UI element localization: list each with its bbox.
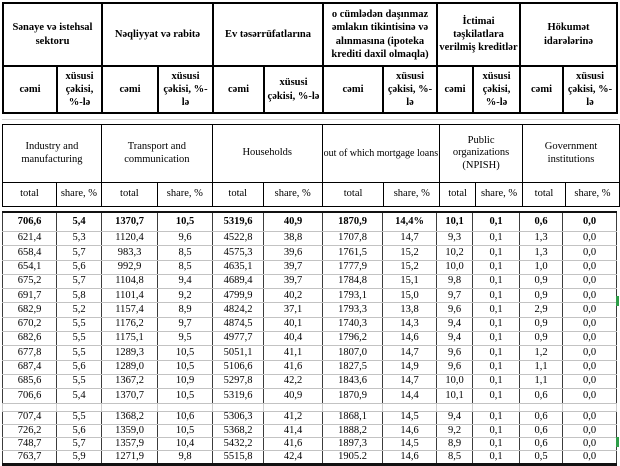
data-cell: 1367,2 [102, 374, 158, 388]
table-row [3, 332, 617, 346]
data-cell: 14,5 [383, 437, 437, 450]
az-header-total-label: cəmi [102, 66, 158, 113]
data-cell: 1807,0 [323, 346, 383, 360]
data-cell: 4522,8 [213, 232, 264, 246]
data-cell: 5,2 [57, 303, 102, 317]
empty-cell [323, 403, 383, 411]
data-cell: 9,4 [437, 317, 473, 331]
data-cell: 37,1 [264, 303, 323, 317]
data-cell: 41,2 [264, 411, 323, 424]
data-cell: 5,3 [57, 232, 102, 246]
az-header-share-label: xüsusi çəkisi, %-lə [473, 66, 520, 113]
data-cell: 42,4 [264, 451, 323, 465]
data-cell: 726,2 [3, 424, 57, 437]
data-cell: 0,0 [563, 289, 617, 303]
green-artifact-mark [616, 296, 619, 306]
data-cell: 9,6 [437, 346, 473, 360]
data-cell: 1104,8 [102, 274, 158, 288]
data-cell: 9,8 [158, 451, 213, 465]
data-cell: 10,1 [437, 389, 473, 403]
data-cell: 5106,6 [213, 360, 264, 374]
data-cell: 1888,2 [323, 424, 383, 437]
data-cell: 1,1 [520, 374, 563, 388]
data-cell: 748,7 [3, 437, 57, 450]
empty-cell [563, 403, 617, 411]
header-table-azerbaijani [2, 2, 618, 114]
data-cell: 5319,6 [213, 212, 264, 232]
data-cell: 4799,9 [213, 289, 264, 303]
en-header-total-label: total [322, 183, 384, 207]
data-cell: 9,6 [437, 303, 473, 317]
data-cell: 9,7 [158, 317, 213, 331]
data-cell: 4575,3 [213, 246, 264, 260]
data-cell: 621,4 [3, 232, 57, 246]
data-cell: 675,2 [3, 274, 57, 288]
data-cell: 0,1 [473, 317, 520, 331]
data-cell: 682,6 [3, 332, 57, 346]
table-row [3, 289, 617, 303]
data-cell: 5,7 [57, 437, 102, 450]
az-header-group-row [3, 3, 617, 66]
data-cell: 1796,2 [323, 332, 383, 346]
data-cell: 40,4 [264, 332, 323, 346]
empty-cell [264, 403, 323, 411]
table-row [3, 212, 617, 232]
data-cell: 0,1 [473, 360, 520, 374]
table-row [3, 274, 617, 288]
data-cell: 8,5 [437, 451, 473, 465]
en-header-share-label: share, % [384, 183, 440, 207]
data-cell: 1843,6 [323, 374, 383, 388]
data-cell: 0,1 [473, 246, 520, 260]
data-cell: 0,6 [520, 212, 563, 232]
data-cell: 0,0 [563, 346, 617, 360]
data-cell: 41,6 [264, 437, 323, 450]
data-cell: 13,8 [383, 303, 437, 317]
az-header-total-label: cəmi [213, 66, 264, 113]
data-cell: 1,3 [520, 232, 563, 246]
empty-cell [57, 403, 102, 411]
data-cell: 4635,1 [213, 260, 264, 274]
data-cell: 0,1 [473, 346, 520, 360]
data-cell: 654,1 [3, 260, 57, 274]
az-header-share-label: xüsusi çəkisi, %-lə [158, 66, 213, 113]
empty-cell [437, 403, 473, 411]
data-cell: 1793,3 [323, 303, 383, 317]
data-cell: 10,6 [158, 411, 213, 424]
data-cell: 1289,3 [102, 346, 158, 360]
table-row [3, 303, 617, 317]
data-cell: 0,1 [473, 260, 520, 274]
en-header-total-label: total [440, 183, 476, 207]
data-cell: 0,5 [520, 451, 563, 465]
data-cell: 0,1 [473, 411, 520, 424]
table-row [3, 437, 617, 450]
data-cell: 0,0 [563, 411, 617, 424]
data-cell: 8,9 [158, 303, 213, 317]
empty-cell [213, 403, 264, 411]
data-cell: 658,4 [3, 246, 57, 260]
data-cell: 0,0 [563, 303, 617, 317]
data-cell: 10,1 [437, 212, 473, 232]
az-header-group-cell: Sənaye və istehsal sektoru [3, 3, 102, 66]
data-cell: 687,4 [3, 360, 57, 374]
en-header-sub-row [3, 183, 620, 207]
data-cell: 5,6 [57, 360, 102, 374]
table-row [3, 346, 617, 360]
data-cell: 38,8 [264, 232, 323, 246]
data-cell: 42,2 [264, 374, 323, 388]
empty-cell [473, 403, 520, 411]
en-header-group-cell: Government institutions [523, 125, 620, 183]
data-cell: 1359,0 [102, 424, 158, 437]
data-cell: 14,4 [383, 389, 437, 403]
data-cell: 1707,8 [323, 232, 383, 246]
data-cell: 1905.2 [323, 451, 383, 465]
data-cell: 1,3 [520, 246, 563, 260]
data-cell: 10,9 [158, 374, 213, 388]
data-cell: 8,5 [158, 260, 213, 274]
data-cell: 1793,1 [323, 289, 383, 303]
data-cell: 5368,2 [213, 424, 264, 437]
data-cell: 10,2 [437, 246, 473, 260]
data-cell: 5,6 [57, 424, 102, 437]
data-cell: 0,6 [520, 437, 563, 450]
data-cell: 1870,9 [323, 389, 383, 403]
table-row [3, 232, 617, 246]
az-header-group-cell: o cümlədən daşınmaz əmlakın tikintisinə və alınmasına (ipoteka krediti daxil olmaqla) [323, 3, 437, 66]
data-cell: 1,0 [520, 260, 563, 274]
data-cell: 15,2 [383, 246, 437, 260]
data-cell: 0,0 [563, 232, 617, 246]
data-cell: 983,3 [102, 246, 158, 260]
data-cell: 9,6 [158, 232, 213, 246]
data-cell: 1868,1 [323, 411, 383, 424]
data-cell: 1289,0 [102, 360, 158, 374]
data-cell: 5,7 [57, 274, 102, 288]
data-cell: 5,4 [57, 212, 102, 232]
table-row [3, 374, 617, 388]
data-cell: 10,5 [158, 212, 213, 232]
data-cell: 2,9 [520, 303, 563, 317]
data-cell: 1370,7 [102, 212, 158, 232]
data-cell: 0,0 [563, 424, 617, 437]
data-cell: 0,1 [473, 212, 520, 232]
data-cell: 4977,7 [213, 332, 264, 346]
data-cell: 1368,2 [102, 411, 158, 424]
data-cell: 1761,5 [323, 246, 383, 260]
data-cell: 5,5 [57, 374, 102, 388]
data-cell: 1175,1 [102, 332, 158, 346]
data-cell: 1176,2 [102, 317, 158, 331]
data-cell: 1101,4 [102, 289, 158, 303]
data-cell: 9,2 [158, 289, 213, 303]
en-header-group-row [3, 125, 620, 183]
data-cell: 0,1 [473, 389, 520, 403]
data-cell: 10,0 [437, 374, 473, 388]
data-cell: 0,9 [520, 274, 563, 288]
data-cell: 0,1 [473, 451, 520, 465]
data-cell: 0,0 [563, 437, 617, 450]
data-cell: 0,0 [563, 389, 617, 403]
data-cell: 0,1 [473, 424, 520, 437]
table-row [3, 246, 617, 260]
data-cell: 5,5 [57, 332, 102, 346]
en-header-total-label: total [212, 183, 263, 207]
data-table [2, 211, 617, 466]
table-row [3, 317, 617, 331]
az-header-share-label: xüsusi çəkisi, %-lə [383, 66, 437, 113]
data-cell: 9,2 [437, 424, 473, 437]
data-cell: 10,5 [158, 360, 213, 374]
empty-cell [158, 403, 213, 411]
data-cell: 992,9 [102, 260, 158, 274]
data-cell: 1827,5 [323, 360, 383, 374]
en-header-share-label: share, % [565, 183, 619, 207]
data-cell: 39,7 [264, 274, 323, 288]
data-cell: 677,8 [3, 346, 57, 360]
data-cell: 1,2 [520, 346, 563, 360]
data-cell: 0,1 [473, 289, 520, 303]
en-header-group-cell: Transport and communication [101, 125, 212, 183]
data-cell: 9,4 [437, 411, 473, 424]
data-cell: 1357,9 [102, 437, 158, 450]
gap-row [3, 403, 617, 411]
data-cell: 14,7 [383, 232, 437, 246]
data-cell: 40,9 [264, 212, 323, 232]
data-cell: 0,0 [563, 451, 617, 465]
data-cell: 1897,3 [323, 437, 383, 450]
en-header-share-label: share, % [263, 183, 322, 207]
data-cell: 5,9 [57, 451, 102, 465]
data-cell: 1777,9 [323, 260, 383, 274]
data-cell: 14,6 [383, 451, 437, 465]
data-cell: 1784,8 [323, 274, 383, 288]
en-header-group-cell: Industry and manufacturing [3, 125, 102, 183]
data-cell: 9,5 [158, 332, 213, 346]
data-cell: 4874,5 [213, 317, 264, 331]
az-header-group-cell: Hökumət idarələrinə [520, 3, 617, 66]
data-cell: 0,9 [520, 317, 563, 331]
az-header-share-label: xüsusi çəkisi, %-lə [57, 66, 102, 113]
empty-cell [383, 403, 437, 411]
en-header-group-cell: out of which mortgage loans [322, 125, 439, 183]
data-cell: 1870,9 [323, 212, 383, 232]
data-cell: 4824,2 [213, 303, 264, 317]
table-row [3, 360, 617, 374]
row-gridline [2, 119, 618, 120]
data-cell: 0,9 [520, 332, 563, 346]
data-cell: 14,7 [383, 346, 437, 360]
data-cell: 0,1 [473, 437, 520, 450]
data-cell: 10,5 [158, 424, 213, 437]
data-cell: 41,1 [264, 346, 323, 360]
data-cell: 0,0 [563, 332, 617, 346]
az-header-group-cell: İctimai təşkilatlara verilmiş kreditlər [437, 3, 520, 66]
az-header-total-label: cəmi [520, 66, 563, 113]
data-cell: 5,4 [57, 389, 102, 403]
header-table-english [2, 124, 620, 207]
data-cell: 685,6 [3, 374, 57, 388]
en-header-group-cell: Public organizations (NPISH) [440, 125, 523, 183]
data-cell: 5297,8 [213, 374, 264, 388]
data-cell: 0,6 [520, 389, 563, 403]
data-cell: 40,2 [264, 289, 323, 303]
table-row [3, 389, 617, 403]
data-cell: 4689,4 [213, 274, 264, 288]
data-cell: 9,7 [437, 289, 473, 303]
green-artifact-mark [616, 437, 619, 447]
data-cell: 706,6 [3, 389, 57, 403]
data-cell: 15,2 [383, 260, 437, 274]
data-cell: 8,5 [158, 246, 213, 260]
az-header-group-cell: Nəqliyyat və rabitə [102, 3, 213, 66]
az-header-total-label: cəmi [3, 66, 57, 113]
data-cell: 39,7 [264, 260, 323, 274]
data-cell: 0,1 [473, 332, 520, 346]
data-cell: 5515,8 [213, 451, 264, 465]
data-cell: 1271,9 [102, 451, 158, 465]
az-header-group-cell: Ev təsərrüfatlarına [213, 3, 323, 66]
data-cell: 9,8 [437, 274, 473, 288]
data-cell: 5,5 [57, 411, 102, 424]
data-cell: 40,9 [264, 389, 323, 403]
data-cell: 0,1 [473, 232, 520, 246]
data-cell: 707,4 [3, 411, 57, 424]
az-header-sub-row [3, 66, 617, 113]
en-header-group-cell: Households [212, 125, 322, 183]
az-header-share-label: xüsusi çəkisi, %-lə [264, 66, 323, 113]
data-cell: 682,9 [3, 303, 57, 317]
data-cell: 670,2 [3, 317, 57, 331]
az-header-total-label: cəmi [437, 66, 473, 113]
data-cell: 5,8 [57, 289, 102, 303]
data-cell: 14,3 [383, 317, 437, 331]
data-cell: 1370,7 [102, 389, 158, 403]
data-cell: 14,7 [383, 374, 437, 388]
data-cell: 1157,4 [102, 303, 158, 317]
data-cell: 41,4 [264, 424, 323, 437]
data-cell: 0,0 [563, 374, 617, 388]
en-header-total-label: total [101, 183, 157, 207]
data-cell: 40,1 [264, 317, 323, 331]
data-cell: 10,5 [158, 346, 213, 360]
en-header-total-label: total [523, 183, 566, 207]
data-cell: 706,6 [3, 212, 57, 232]
data-cell: 5,5 [57, 317, 102, 331]
data-cell: 5,5 [57, 346, 102, 360]
empty-cell [102, 403, 158, 411]
data-cell: 763,7 [3, 451, 57, 465]
table-row [3, 260, 617, 274]
data-cell: 10,0 [437, 260, 473, 274]
data-cell: 0,1 [473, 274, 520, 288]
data-cell: 9,4 [437, 332, 473, 346]
az-header-total-label: cəmi [323, 66, 383, 113]
empty-cell [520, 403, 563, 411]
data-cell: 14,5 [383, 411, 437, 424]
data-cell: 1740,3 [323, 317, 383, 331]
data-cell: 0,0 [563, 260, 617, 274]
en-header-share-label: share, % [157, 183, 212, 207]
data-cell: 39,6 [264, 246, 323, 260]
empty-cell [3, 403, 57, 411]
data-cell: 14,6 [383, 424, 437, 437]
data-cell: 0,0 [563, 317, 617, 331]
data-cell: 0,0 [563, 246, 617, 260]
table-row [3, 411, 617, 424]
data-cell: 0,1 [473, 303, 520, 317]
data-cell: 5319,6 [213, 389, 264, 403]
data-cell: 0,0 [563, 212, 617, 232]
data-cell: 0,0 [563, 274, 617, 288]
data-cell: 14,4% [383, 212, 437, 232]
data-cell: 15,0 [383, 289, 437, 303]
data-cell: 10,4 [158, 437, 213, 450]
data-cell: 0,1 [473, 374, 520, 388]
en-header-total-label: total [3, 183, 57, 207]
data-cell: 5,7 [57, 246, 102, 260]
data-cell: 5,6 [57, 260, 102, 274]
table-row [3, 451, 617, 465]
data-cell: 0,0 [563, 360, 617, 374]
data-cell: 9,4 [158, 274, 213, 288]
data-cell: 5306,3 [213, 411, 264, 424]
data-cell: 0,9 [520, 289, 563, 303]
data-cell: 9,3 [437, 232, 473, 246]
data-cell: 5432,2 [213, 437, 264, 450]
data-cell: 1,1 [520, 360, 563, 374]
data-cell: 10,5 [158, 389, 213, 403]
data-cell: 691,7 [3, 289, 57, 303]
data-cell: 14,6 [383, 332, 437, 346]
data-cell: 14,9 [383, 360, 437, 374]
data-cell: 1120,4 [102, 232, 158, 246]
en-header-share-label: share, % [56, 183, 101, 207]
data-cell: 9,6 [437, 360, 473, 374]
data-cell: 8,9 [437, 437, 473, 450]
data-cell: 0,6 [520, 424, 563, 437]
en-header-share-label: share, % [476, 183, 523, 207]
data-cell: 5051,1 [213, 346, 264, 360]
data-cell: 15,1 [383, 274, 437, 288]
data-cell: 0,6 [520, 411, 563, 424]
az-header-share-label: xüsusi çəkisi, %-lə [563, 66, 617, 113]
table-row [3, 424, 617, 437]
data-cell: 41,6 [264, 360, 323, 374]
